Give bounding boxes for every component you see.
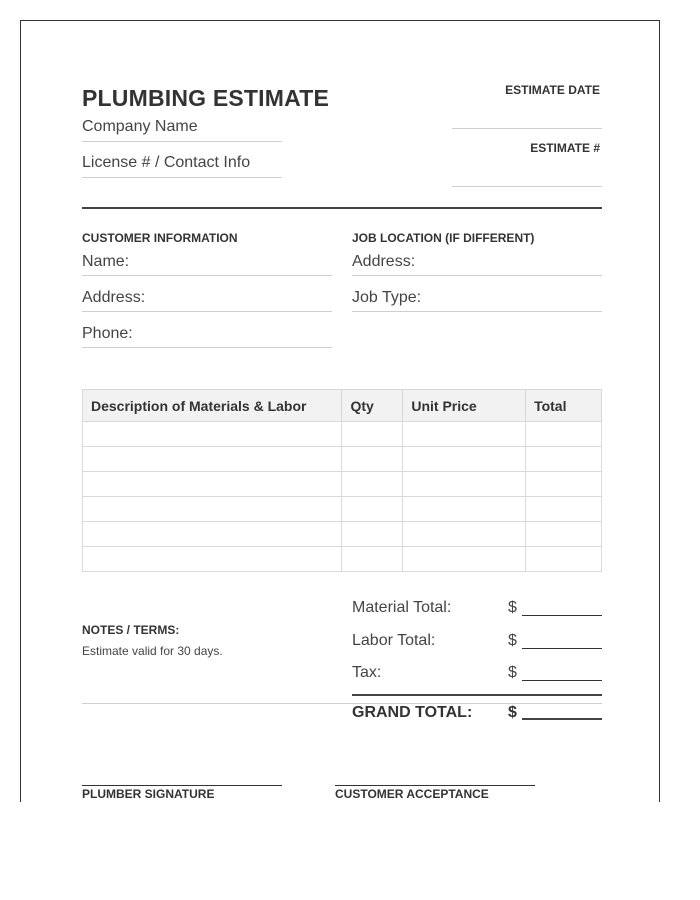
- license-contact-field: License # / Contact Info: [82, 154, 251, 171]
- items-table: [82, 389, 602, 572]
- header-divider: [82, 207, 602, 209]
- unit-price-cell[interactable]: [403, 472, 526, 497]
- column-header-total: Total: [526, 390, 602, 422]
- license-contact-underline: [82, 177, 282, 178]
- qty-cell[interactable]: [342, 497, 403, 522]
- table-row: [83, 522, 602, 547]
- customer-acceptance-label: CUSTOMER ACCEPTANCE: [335, 787, 489, 801]
- labor-total-currency: $: [508, 632, 517, 649]
- notes-text: Estimate valid for 30 days.: [82, 644, 223, 658]
- plumber-signature-line[interactable]: [82, 785, 282, 786]
- total-cell[interactable]: [526, 447, 602, 472]
- company-name-field: Company Name: [82, 118, 198, 135]
- grand-total-input-line[interactable]: [522, 718, 602, 720]
- total-cell[interactable]: [526, 422, 602, 447]
- description-cell[interactable]: [83, 522, 342, 547]
- qty-cell[interactable]: [342, 547, 403, 572]
- total-cell[interactable]: [526, 547, 602, 572]
- column-header-qty: Qty: [342, 390, 403, 422]
- estimate-date-input-line[interactable]: [452, 128, 602, 129]
- unit-price-cell[interactable]: [403, 422, 526, 447]
- tax-currency: $: [508, 664, 517, 681]
- job-location-heading: JOB LOCATION (IF DIFFERENT): [352, 231, 535, 245]
- description-cell[interactable]: [83, 447, 342, 472]
- material-total-input-line[interactable]: [522, 615, 602, 616]
- unit-price-cell[interactable]: [403, 547, 526, 572]
- notes-heading: NOTES / TERMS:: [82, 623, 180, 637]
- table-row: [83, 447, 602, 472]
- description-cell[interactable]: [83, 422, 342, 447]
- material-total-currency: $: [508, 599, 517, 616]
- qty-cell[interactable]: [342, 422, 403, 447]
- unit-price-cell[interactable]: [403, 522, 526, 547]
- qty-cell[interactable]: [342, 522, 403, 547]
- customer-address-input-line[interactable]: [82, 311, 332, 312]
- customer-name-label: Name:: [82, 253, 130, 270]
- table-row: [83, 547, 602, 572]
- grand-total-divider: [352, 694, 602, 696]
- description-cell[interactable]: [83, 547, 342, 572]
- customer-phone-label: Phone:: [82, 325, 133, 342]
- table-row: [83, 472, 602, 497]
- column-header-unit-price: Unit Price: [403, 390, 526, 422]
- estimate-number-label: ESTIMATE #: [530, 141, 600, 155]
- customer-name-input-line[interactable]: [82, 275, 332, 276]
- grand-total-label: GRAND TOTAL:: [352, 704, 473, 721]
- qty-cell[interactable]: [342, 447, 403, 472]
- unit-price-cell[interactable]: [403, 447, 526, 472]
- labor-total-input-line[interactable]: [522, 648, 602, 649]
- qty-cell[interactable]: [342, 472, 403, 497]
- labor-total-label: Labor Total:: [352, 632, 436, 649]
- estimate-page: [20, 20, 660, 802]
- unit-price-cell[interactable]: [403, 497, 526, 522]
- plumber-signature-label: PLUMBER SIGNATURE: [82, 787, 215, 801]
- column-header-description: Description of Materials & Labor: [83, 390, 342, 422]
- company-name-underline: [82, 141, 282, 142]
- grand-total-currency: $: [508, 704, 517, 721]
- document-title: PLUMBING ESTIMATE: [82, 85, 330, 111]
- total-cell[interactable]: [526, 472, 602, 497]
- job-address-input-line[interactable]: [352, 275, 602, 276]
- description-cell[interactable]: [83, 497, 342, 522]
- items-table-header-row: [83, 390, 602, 422]
- customer-acceptance-line[interactable]: [335, 785, 535, 786]
- estimate-date-label: ESTIMATE DATE: [505, 83, 600, 97]
- total-cell[interactable]: [526, 522, 602, 547]
- customer-phone-input-line[interactable]: [82, 347, 332, 348]
- tax-input-line[interactable]: [522, 680, 602, 681]
- material-total-label: Material Total:: [352, 599, 452, 616]
- customer-address-label: Address:: [82, 289, 146, 306]
- total-cell[interactable]: [526, 497, 602, 522]
- notes-bottom-line: [82, 703, 352, 704]
- estimate-number-input-line[interactable]: [452, 186, 602, 187]
- job-address-label: Address:: [352, 253, 416, 270]
- job-type-label: Job Type:: [352, 289, 422, 306]
- description-cell[interactable]: [83, 472, 342, 497]
- table-row: [83, 497, 602, 522]
- customer-info-heading: CUSTOMER INFORMATION: [82, 231, 238, 245]
- tax-label: Tax:: [352, 664, 382, 681]
- job-type-input-line[interactable]: [352, 311, 602, 312]
- table-row: [83, 422, 602, 447]
